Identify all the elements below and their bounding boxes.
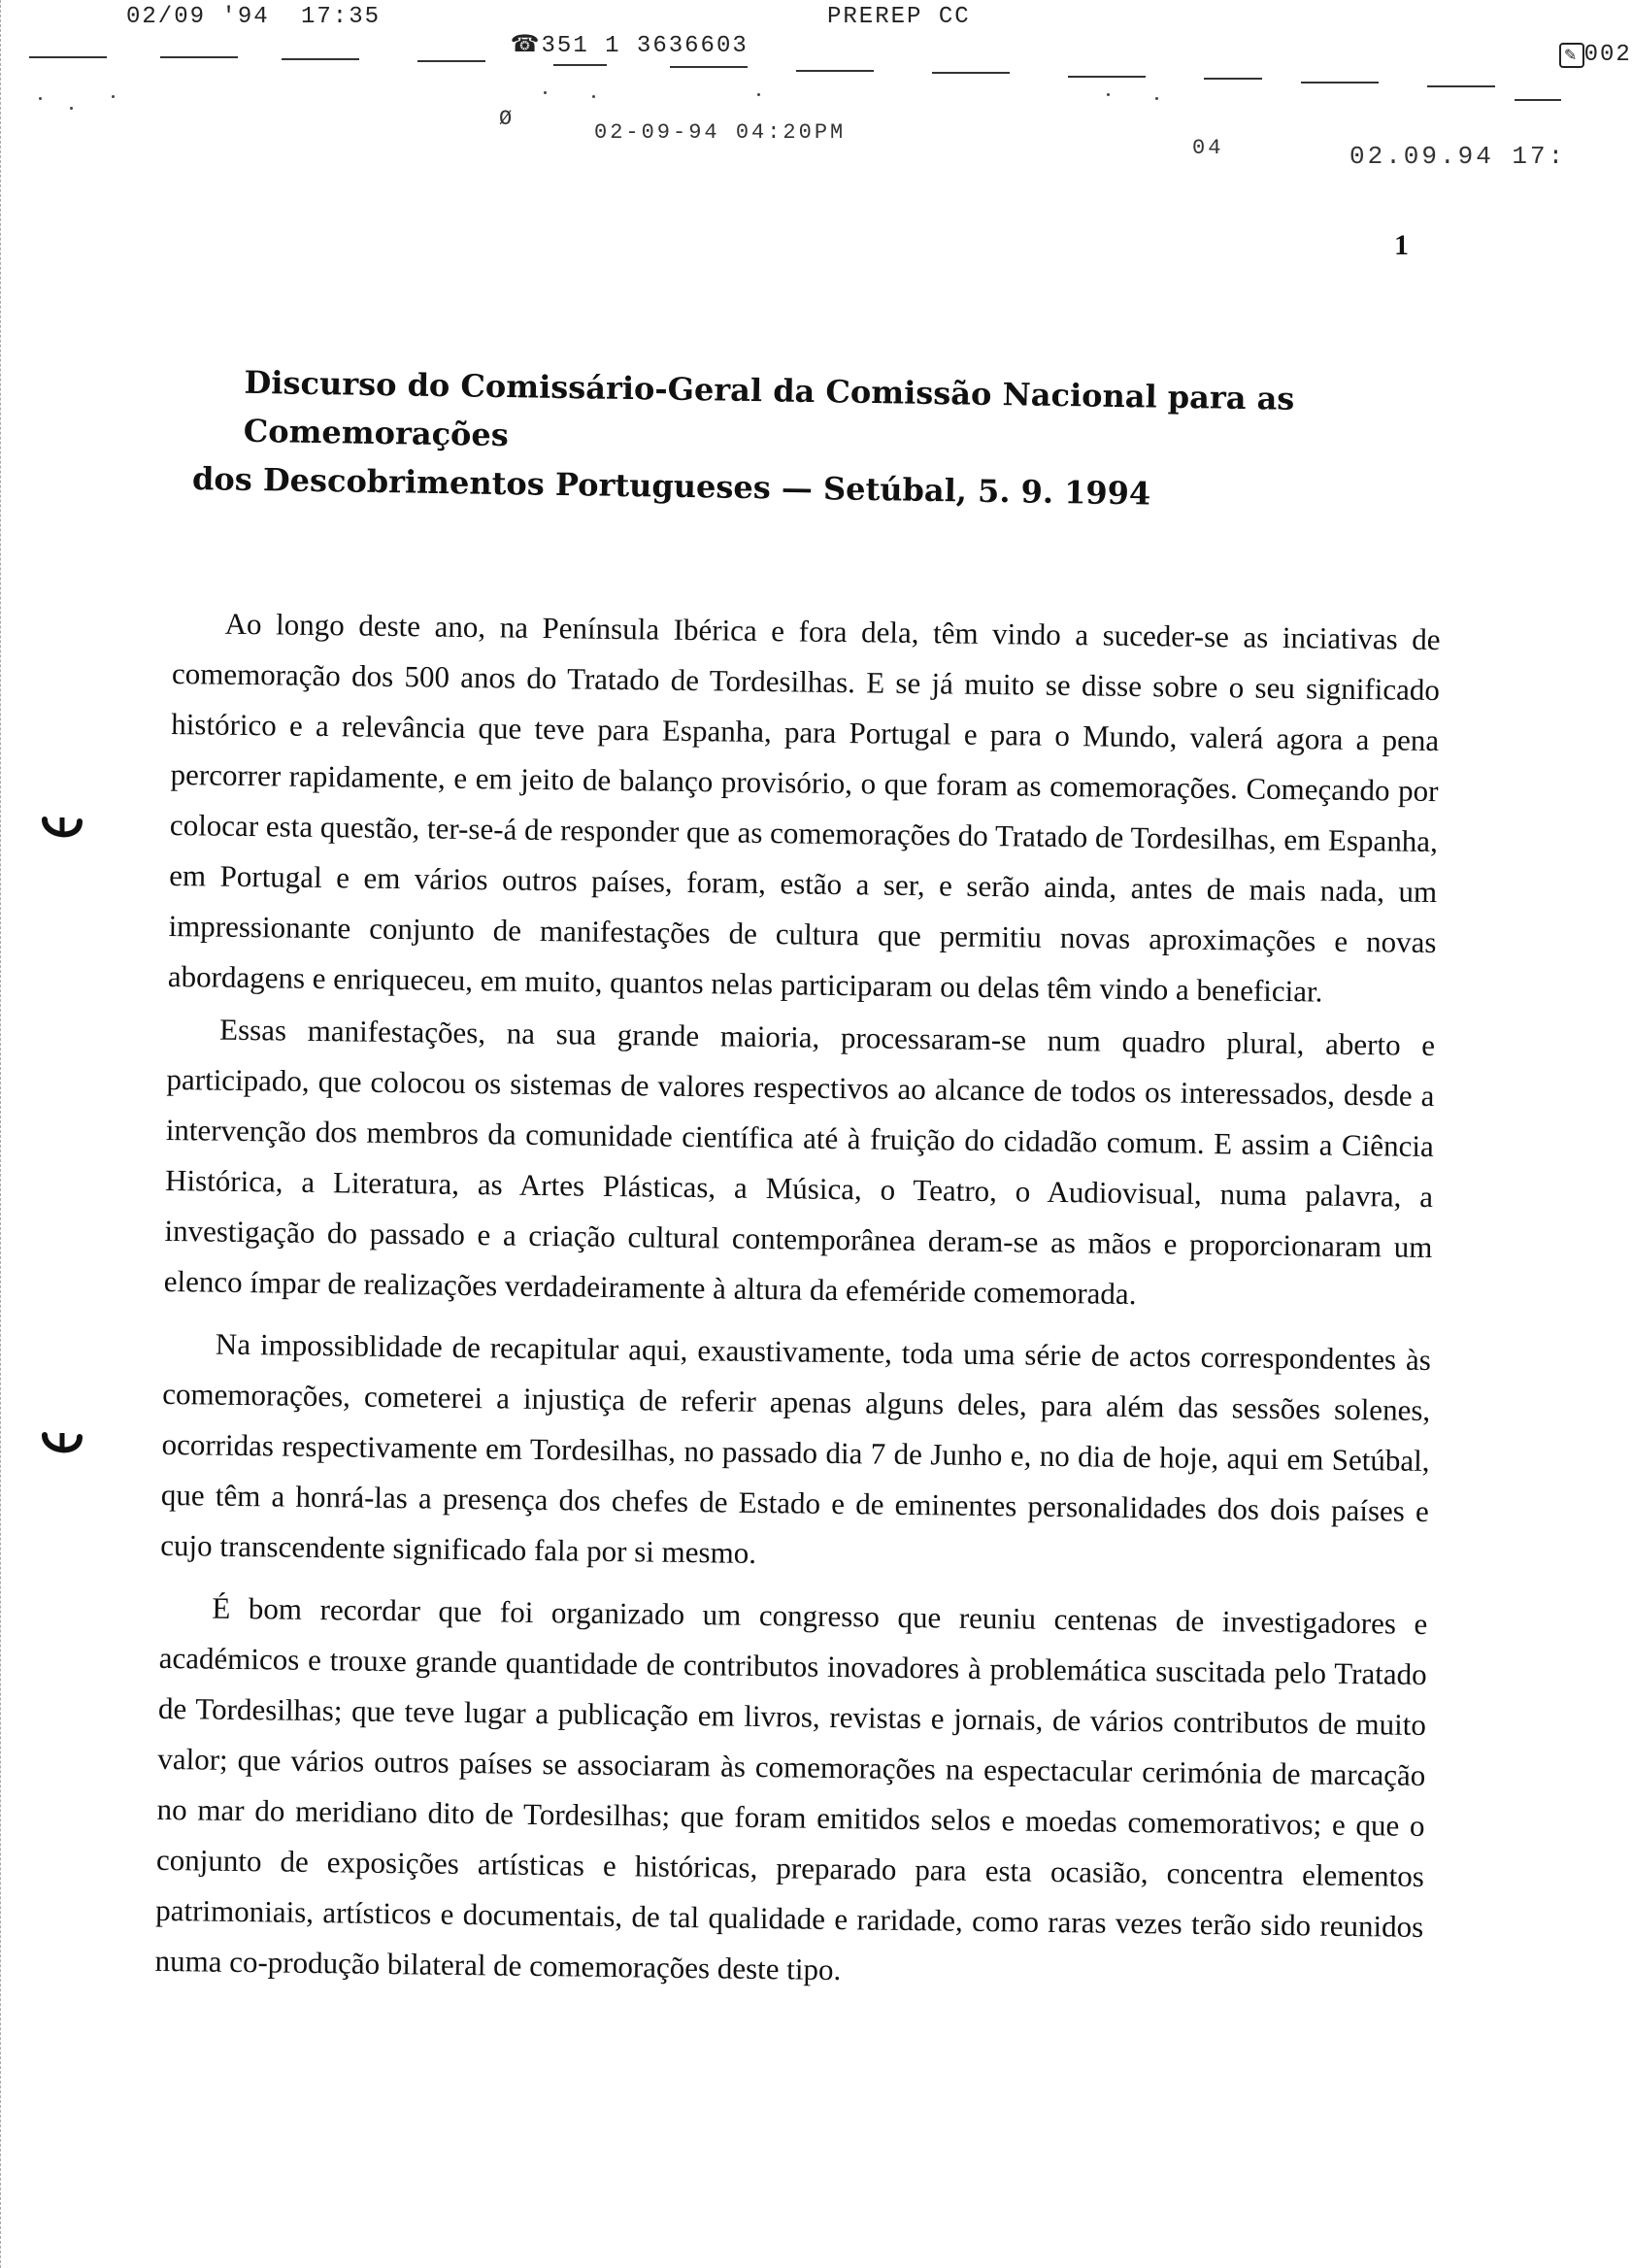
fax-header-datetime: 02-09-94 04:20PM — [594, 120, 847, 145]
fax-header-page: 002 — [1583, 42, 1632, 68]
fax-header-time: 17:35 — [301, 4, 382, 30]
paragraph: Na impossiblidade de recapitular aqui, exaustivamente, toda uma série de actos correspondentes às comemorações, cometerei a injustiça de referir apenas alguns deles, para além das sessões solenes, ocorridas respectivamente em Tordesilhas, no passado dia 7 de Junho e, no dia de hoje, aqui em Setúbal, que têm a honrá-las a presença dos chefes de Estado e de eminentes personalidades dos dois países e cujo transcendente significado fala por si mesmo. — [160, 1326, 1432, 1570]
fax-header-phone-group — [447, 4, 749, 85]
fax-header-marker: Ø — [499, 107, 516, 131]
document-body — [154, 598, 1441, 2005]
fax-header-phone: 351 1 3636603 — [541, 33, 749, 59]
fax-header-date: 02/09 '94 — [126, 4, 270, 30]
telephone-icon: ☎ — [510, 30, 542, 57]
document-title-line-2: dos Descobrimentos Portugueses — Setúbal, 5. 9. 1994 — [191, 459, 1151, 513]
fax-header-sender: PREREP CC — [827, 4, 971, 30]
paragraph: Essas manifestações, na sua grande maioria, processaram-se num quadro plural, aberto e participado, que colocou os sistemas de valores respectivos ao alcance de todos os interessados, desde a intervenção dos membros da comunidade científica até à fruição do cidadão comum. E assim a Ciência Histórica, a Literatura, as Artes Plásticas, a Música, o Teatro, o Audiovisual, numa palavra, a investigação do passado e a criação cultural contemporânea deram-se as mãos e proporcionaram um elenco ímpar de realizações verdadeiramente à altura da efeméride comemorada. — [163, 1012, 1436, 1312]
paragraph: Ao longo deste ano, na Península Ibérica e fora dela, têm vindo a suceder-se as inciativas de comemoração dos 500 anos do Tratado de Tordesilhas. E se já muito se disse sobre o seu significado histórico e a relevância que teve para Espanha, para Portugal e para o Mundo, valerá agora a pena percorrer rapidamente, e em jeito de balanço provisório, o que foram as comemorações. Começando por colocar esta questão, ter-se-á de responder que as comemorações do Tratado de Tordesilhas, em Espanha, em Portugal e em vários outros países, foram, estão a ser, e serão ainda, antes de mais nada, um impressionante conjunto de manifestações de cultura que permitiu novas aproximações e novas abordagens e enriqueceu, em muito, quantos nelas participaram ou delas têm vindo a beneficiar. — [167, 606, 1441, 1009]
fax-header-date-right: 02.09.94 17: — [1349, 142, 1567, 171]
fax-header-page-group — [1495, 16, 1632, 94]
fax-page-icon: ✎ — [1559, 43, 1584, 68]
page-number: 1 — [1394, 229, 1409, 261]
document-title-line-1: Discurso do Comissário-Geral da Comissão Nacional para as Comemorações — [243, 363, 1295, 454]
document-title — [192, 357, 1476, 523]
fax-header-code: 04 — [1192, 136, 1224, 160]
binding-mark-icon — [41, 816, 83, 845]
page-edge-rule — [0, 0, 2, 2268]
binding-mark-icon — [41, 1431, 83, 1460]
paragraph: É bom recordar que foi organizado um congresso que reuniu centenas de investigadores e académicos e trouxe grande quantidade de contributos inovadores à problemática suscitada pelo Tratado de Tordesilhas; que teve lugar a publicação em livros, revistas e jornais, de vários contributos de muito valor; que vários outros países se associaram às comemorações na espectacular cerimónia de marcação no mar do meridiano dito de Tordesilhas; que foram emitidos selos e moedas comemorativos; e que o conjunto de exposições artísticas e históricas, preparado para esta ocasião, concentra elementos patrimoniais, artísticos e documentais, de tal qualidade e raridade, como raras vezes terão sido reunidos numa co-produção bilateral de comemorações deste tipo. — [154, 1590, 1428, 1987]
